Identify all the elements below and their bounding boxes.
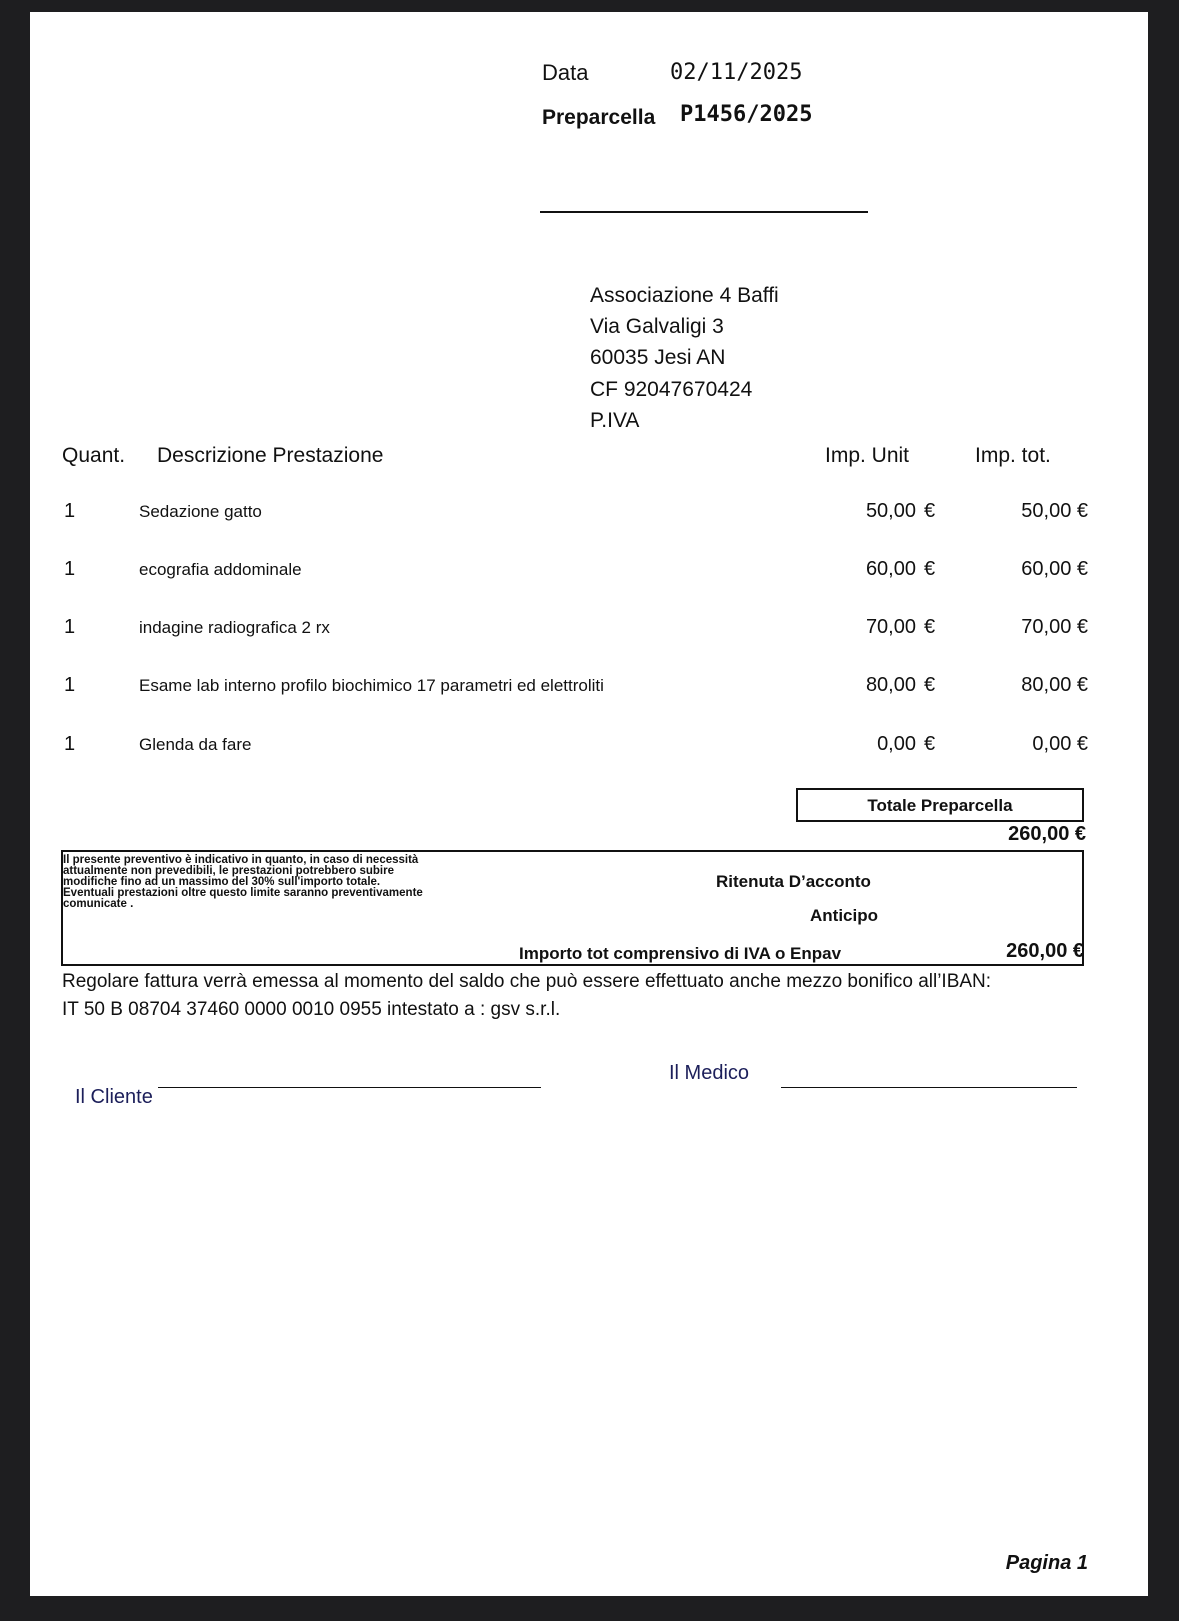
row-qty: 1 <box>64 674 76 696</box>
page-number: Pagina 1 <box>1005 1552 1088 1574</box>
row-unit-currency: € <box>924 733 936 755</box>
date-label: Data <box>542 60 589 85</box>
date-value: 02/11/2025 <box>670 60 803 85</box>
row-unit-currency: € <box>924 558 936 580</box>
client-signature-line <box>158 1087 541 1088</box>
payment-iban-line: IT 50 B 08704 37460 0000 0010 0955 intestato a : gsv s.r.l. <box>62 999 561 1020</box>
row-unit: 80,00 <box>865 674 916 696</box>
row-total: 0,00 € <box>1032 733 1088 755</box>
advance-label: Anticipo <box>810 906 878 925</box>
row-unit: 60,00 <box>865 558 916 580</box>
row-desc: Glenda da fare <box>139 735 252 754</box>
doctor-signature-line <box>781 1087 1077 1088</box>
row-total: 60,00 € <box>1021 558 1088 580</box>
payment-line-1: Regolare fattura verrà emessa al momento del saldo che può essere effettuato anche mezzo bonifico all’IBAN: <box>62 971 992 992</box>
row-unit: 70,00 <box>865 616 916 638</box>
doctor-label: Il Medico <box>669 1062 750 1084</box>
recipient-name: Associazione 4 Baffi <box>590 284 779 307</box>
header-divider <box>540 211 868 213</box>
col-unit-header: Imp. Unit <box>825 444 910 467</box>
table-row <box>30 674 1148 704</box>
recipient-piva: P.IVA <box>590 409 640 432</box>
col-total-header: Imp. tot. <box>975 444 1051 467</box>
invoice-page <box>30 12 1148 1596</box>
total-label: Totale Preparcella <box>867 796 1013 815</box>
row-unit-currency: € <box>924 674 936 696</box>
table-row <box>30 733 1148 763</box>
row-desc: indagine radiografica 2 rx <box>139 618 330 637</box>
withholding-label: Ritenuta D’acconto <box>716 872 871 891</box>
col-desc-header: Descrizione Prestazione <box>157 444 384 467</box>
row-desc: ecografia addominale <box>139 560 302 579</box>
col-qty-header: Quant. <box>62 444 126 467</box>
row-total: 80,00 € <box>1021 674 1088 696</box>
grand-total-label: Importo tot comprensivo di IVA o Enpav <box>519 944 842 963</box>
row-total: 50,00 € <box>1021 500 1088 522</box>
total-label-box <box>796 788 1084 822</box>
table-row <box>30 616 1148 646</box>
recipient-street: Via Galvaligi 3 <box>590 315 724 338</box>
summary-box <box>61 850 1084 966</box>
row-unit: 0,00 <box>877 733 916 755</box>
doc-label: Preparcella <box>542 106 656 129</box>
row-qty: 1 <box>64 558 76 580</box>
row-desc: Esame lab interno profilo biochimico 17 parametri ed elettroliti <box>139 676 604 695</box>
row-unit-currency: € <box>924 500 936 522</box>
table-row <box>30 558 1148 588</box>
row-qty: 1 <box>64 616 76 638</box>
row-qty: 1 <box>64 500 76 522</box>
row-unit-currency: € <box>924 616 936 638</box>
recipient-city: 60035 Jesi AN <box>590 346 726 369</box>
estimate-note: Il presente preventivo è indicativo in quanto, in caso di necessità attualmente non prevedibili, le prestazioni potrebbero subire modifiche fino ad un massimo del 30% sull'importo totale. Eventuali prestazioni oltre questo limite saranno preventivamente comunicate . <box>63 854 423 910</box>
row-desc: Sedazione gatto <box>139 502 262 521</box>
total-value: 260,00 € <box>1008 823 1086 845</box>
recipient-cf: CF 92047670424 <box>590 378 753 401</box>
row-unit: 50,00 <box>865 500 916 522</box>
grand-total-value: 260,00 € <box>1006 940 1084 962</box>
client-label: Il Cliente <box>75 1086 153 1108</box>
doc-number: P1456/2025 <box>680 102 813 127</box>
row-total: 70,00 € <box>1021 616 1088 638</box>
row-qty: 1 <box>64 733 76 755</box>
table-row <box>30 500 1148 530</box>
